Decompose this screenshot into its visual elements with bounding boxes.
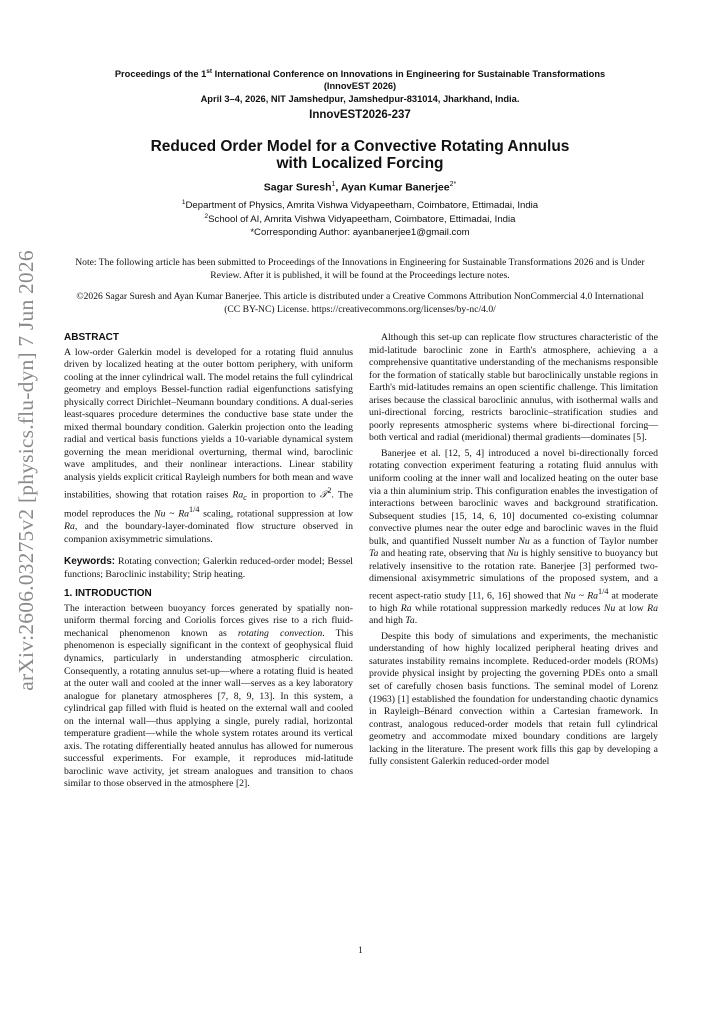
intro-paragraph-4: Despite this body of simulations and experiments, the mechanistic understanding of how highly localized peripheral heating drives and saturates instability remains incomplete. Reduced-order models (ROMs) provide physical insight by projecting the governing PDEs onto a small set of carefully chosen basis functions. The seminal model of Lorenz (1963) [1] established the foundation for understanding chaotic dynamics in Rayleigh–Bénard convection within a Cartesian framework. In contrast, analogous reduced-order models that retain full cylindrical geometry and accommodate mixed boundary conditions are largely lacking in the literature. The present work fills this gap by developing a fully consistent Galerkin reduced-order model bbox=[369, 630, 658, 768]
paper-title: Reduced Order Model for a Convective Rotating Annulus with Localized Forcing bbox=[150, 138, 570, 172]
arxiv-stamp: arXiv:2606.03275v2 [physics.flu-dyn] 7 Jun 2026 bbox=[13, 249, 38, 691]
corresponding-author: *Corresponding Author: ayanbanerjee1@gmail.com bbox=[250, 227, 470, 238]
paper-id: InnovEST2026-237 bbox=[309, 109, 411, 121]
abstract-heading: ABSTRACT bbox=[64, 332, 119, 343]
affiliation-1: $^1$Department of Physics, Amrita Vishwa Vidyapeetham, Coimbatore, Ettimadai, India bbox=[181, 199, 539, 212]
author-list: Sagar Suresh$^1$, Ayan Kumar Banerjee$^{2*}$ bbox=[263, 181, 457, 194]
license-note: ©2026 Sagar Suresh and Ayan Kumar Banerjee. This article is distributed under a Creative Commons Attribution NonCommercial 4.0 International (CC BY-NC) License. https://creativecommons.org/licenses/by-nc/4.0/ bbox=[76, 291, 644, 316]
intro-paragraph-1: The interaction between buoyancy forces generated by spatially non-uniform thermal forcing and Coriolis forces gives rise to a rich fluid-mechanical phenomenon known as rotating convection. This phenomenon is especially significant in the context of geophysical fluid dynamics, particularly in understanding atmospheric circulation. Consequently, a rotating annulus set-up—where a rotating fluid is heated at the outer wall and cooled at the inner wall—serves as a key laboratory analogue for planetary atmospheres [7, 8, 9, 13]. In this system, a cylindrical gap filled with fluid is heated on the external wall and cooled on the internal wall—thus applying a single, purely radial, horizontal temperature gradient—while the whole system rotates around its vertical axis. The rotating differentially heated annulus has allowed for numerous successful experiments. For example, it reproduces mid-latitude baroclinic wave activity, jet stream analogues and transition to chaos similar to those observed in the atmosphere [2]. bbox=[64, 602, 353, 790]
introduction-heading: 1. INTRODUCTION bbox=[64, 588, 152, 600]
right-column bbox=[369, 332, 658, 769]
conference-date-venue: April 3–4, 2026, NIT Jamshedpur, Jamshedpur-831014, Jharkhand, India. bbox=[200, 94, 520, 104]
intro-paragraph-2: Although this set-up can replicate flow structures characteristic of the mid-latitude baroclinic zone in Earth's atmosphere, achieving a a comprehensive quantitative understanding of the mechanisms responsible for the formation of statically stable but baroclinically unstable regions in Earth's mid-latitudes remains an open scientific challenge. This limitation arises because the classical baroclinic annulus, with isothermal walls and uni-directional forcing, restricts baroclinic–stratification studies and poorly represents atmospheric systems where bi-directional forcing—both vertical and radial (meridional) thermal gradients—dominates [5]. bbox=[369, 332, 658, 444]
abstract-text: A low-order Galerkin model is developed for a rotating fluid annulus driven by localized heating at the outer bottom periphery, with uniform cooling at the inner cylindrical wall. The model retains the full cylindrical geometry and employs Bessel-function radial eigenfunctions satisfying physically correct Dirichlet–Neumann boundary conditions. A dual-series least-squares procedure determines the conductive base state under the mixed thermal boundary condition. Galerkin projection onto the leading radial and vertical basis functions yields a 10-variable dynamical system governing the mean meridional overturning, thermal wind, baroclinic wave amplitudes, and their nonlinear interactions. Linear stability analysis yields explicit critical Rayleigh numbers for both mean and wave instabilities, showing that rotation raises $Ra_c$ in proportion to 𝒯$^2$. The model reproduces the Nu ~ $Ra^{1/4}$ scaling, rotational suppression at low Ra, and the boundary-layer-dominated flow structure observed in companion axisymmetric simulations. bbox=[64, 346, 354, 545]
affiliation-2: $^2$School of AI, Amrita Vishwa Vidyapeetham, Coimbatore, Ettimadai, India bbox=[204, 213, 516, 226]
keywords: Keywords: Rotating convection; Galerkin reduced-order model; Bessel functions; Baroclinic instability; Strip heating. bbox=[64, 556, 353, 580]
intro-paragraph-3: Banerjee et al. [12, 5, 4] introduced a novel bi-directionally forced rotating convection experiment featuring a rotating fluid annulus with uniform cooling at the inner wall and localized heating on the outer base via a thin aluminium strip. This configuration enables the investigation of interactions between baroclinic waves and background stratification. Subsequent studies [15, 14, 6, 10] documented co-existing columnar convective plumes near the outer edge and baroclinic waves in the fluid bulk, and quantified Nusselt number Nu as a function of Taylor number Ta and heating rate, observing that Nu is highly sensitive to buoyancy but relatively insensitive to the rotation rate. Banerjee [3] performed two-dimensional axisymmetric simulations of the proposed system, and a recent aspect-ratio study [11, 6, 16] showed that Nu ~ $Ra^{1/4}$ at moderate to high Ra while rotational suppression markedly reduces Nu at low Ra and high Ta. bbox=[369, 447, 658, 627]
page-number: 1 bbox=[358, 946, 363, 956]
review-note: Note: The following article has been submitted to Proceedings of the Innovations in Engineering for Sustainable Transformations 2026 and is Under Review. After it is published, it will be found at the Proceedings lecture notes. bbox=[75, 257, 645, 282]
left-column bbox=[64, 332, 353, 791]
conference-header: Proceedings of the 1st International Conference on Innovations in Engineering for Sustainable Transformations (InnovEST 2026) bbox=[114, 68, 606, 92]
